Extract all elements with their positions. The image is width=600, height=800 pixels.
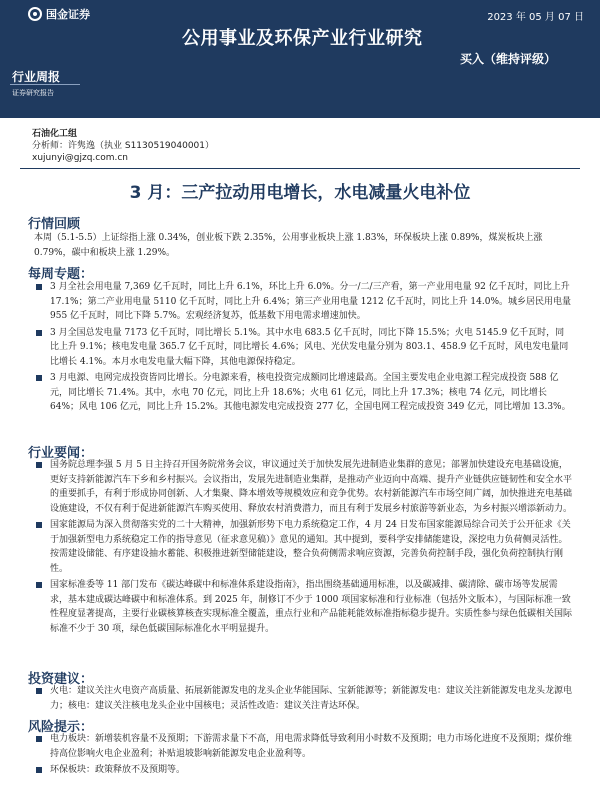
market-review-text: 本周（5.1-5.5）上证综指上涨 0.34%，创业板下跌 2.35%，公用事业板块上涨 1.83%，环保板块上涨 0.89%，煤炭板块上涨 0.79%，碳中和板块上涨 1.29%。: [34, 233, 543, 258]
bullet-square-icon: [36, 582, 42, 588]
investment-list: [34, 684, 572, 715]
report-subtype: 证券研究报告: [12, 89, 54, 97]
logo-text: 国金证券: [46, 8, 90, 21]
analyst-block: [32, 128, 214, 164]
bullet-square-icon: [36, 767, 42, 773]
rating-badge: 买入（维持评级）: [459, 52, 556, 66]
section-risk: 风险提示：: [28, 720, 94, 735]
industry-news-list: [34, 458, 572, 638]
analyst-name: 分析师：许隽逸（执业 S1130519040001）: [32, 141, 215, 151]
risk-list: [34, 732, 572, 780]
bullet-square-icon: [36, 462, 42, 468]
bullet-square-icon: [36, 375, 42, 381]
report-type: 行业周报: [12, 70, 61, 84]
report-date: 2023 年 05 月 07 日: [487, 12, 584, 23]
logo-icon: [28, 7, 42, 21]
bullet-square-icon: [36, 522, 42, 528]
bullet-square-icon: [36, 688, 42, 694]
list-item: 国家能源局为深入贯彻落实党的二十大精神，加强新形势下电力系统稳定工作，4 月 24 日发布国家能源局综合司关于公开征求《关于加强新型电力系统稳定工作的指导意见（征求意见稿）》意见的通知。其中提到，要科学安排储能建设，深挖电力负荷侧灵活性。按需建设储能、有序建设抽水蓄能、积极推进新型储能建设，整合负荷侧需求响应资源，完善负荷控制手段，强化负荷控制执行刚性。: [34, 518, 572, 576]
section-weekly-topic: 每周专题：: [28, 267, 94, 282]
company-logo: [28, 6, 90, 22]
section-market-review: 行情回顾: [28, 217, 81, 232]
list-item: 火电：建议关注火电资产高质量、拓展新能源发电的龙头企业华能国际、宝新能源等；新能源发电：建议关注新能源发电龙头龙源电力；核电：建议关注核电龙头企业中国核电；灵活性改造：建议关注青达环保。: [34, 684, 572, 713]
list-item: 3 月电源、电网完成投资皆同比增长。分电源来看，核电投资完成额同比增速最高。全国主要发电企业电源工程完成投资 588 亿元，同比增长 71.4%。其中，水电 70 亿元，同比上升 18.6%；火电 61 亿元，同比上升 17.3%；核电 74 亿元，同比增长 64%；风电 106 亿元，同比上升 15.2%。其他电源发电完成投资 277 亿，全国电网工程完成投资 349 亿元，同比增加 13.3%。: [34, 371, 572, 415]
report-header: [0, 0, 600, 118]
list-item: 3 月全社会用电量 7,369 亿千瓦时，同比上升 6.1%，环比上升 6.0%。分一/二/三产看，第一产业用电量 92 亿千瓦时，同比上升 17.1%；第二产业用电量 5110 亿千瓦时，同比上升 6.4%；第三产业用电量 1212 亿千瓦时，同比上升 14.0%。城乡居民用电量 955 亿千瓦时，同比下降 5.7%。宏观经济复苏，低基数下用电需求增速加快。: [34, 280, 572, 324]
section-investment: 投资建议：: [28, 672, 94, 687]
bullet-square-icon: [36, 736, 42, 742]
list-item: 环保板块：政策释放不及预期等。: [34, 763, 572, 778]
list-item: 国务院总理李强 5 月 5 日主持召开国务院常务会议，审议通过关于加快发展先进制造业集群的意见；部署加快建设充电基础设施，更好支持新能源汽车下乡和乡村振兴。会议指出，发展先进制造业集群，是推动产业迈向中高端、提升产业链供应链韧性和安全水平的重要抓手，有利于形成协同创新、人才集聚、降本增效等规模效应和竞争优势。农村新能源汽车市场空间广阔，加快推进充电基础设施建设，不仅有利于促进新能源汽车购买使用、释放农村消费潜力，而且有利于发展乡村旅游等新业态，为乡村振兴增添新动力。: [34, 458, 572, 516]
section-industry-news: 行业要闻：: [28, 446, 94, 461]
weekly-topic-list: [34, 280, 572, 417]
analyst-email[interactable]: xujunyi@gjzq.com.cn: [32, 153, 129, 163]
list-item: 电力板块：新增装机容量不及预期；下游需求量下不高，用电需求降低导致利用小时数不及预期；电力市场化进度不及预期；煤价维持高位影响火电企业盈利；补贴退坡影响新能源发电企业盈利等。: [34, 732, 572, 761]
list-item: 3 月全国总发电量 7173 亿千瓦时，同比增长 5.1%。其中水电 683.5 亿千瓦时，同比下降 15.5%；火电 5145.9 亿千瓦时，同比上升 9.1%；核电发电量 365.7 亿千瓦时，同比增长 4.6%；风电、光伏发电量分别为 803.1、458.9 亿千瓦时，风电发电量同比增长 4.1%。本月水电发电量大幅下降，其他电源保持稳定。: [34, 326, 572, 370]
bullet-square-icon: [36, 284, 42, 290]
main-title: 3 月：三产拉动用电增长，水电减量火电补位: [129, 183, 471, 203]
title-divider: [20, 168, 580, 169]
report-title: 公用事业及环保产业行业研究: [182, 28, 423, 49]
list-item: 国家标准委等 11 部门发布《碳达峰碳中和标准体系建设指南》，指出围绕基础通用标准，以及碳减排、碳清除、碳市场等发展需求，基本建成碳达峰碳中和标准体系。到 2025 年，制修订不少于 1000 项国家标准和行业标准（包括外文版本），与国际标准一致性程度显著提高，主要行业碳核算核查实现标准全覆盖，重点行业和产品能耗能效标准指标稳步提升。实质性参与绿色低碳相关国际标准不少于 30 项，绿色低碳国际标准化水平明显提升。: [34, 578, 572, 636]
analyst-group: 石油化工组: [32, 129, 78, 139]
bullet-square-icon: [36, 330, 42, 336]
